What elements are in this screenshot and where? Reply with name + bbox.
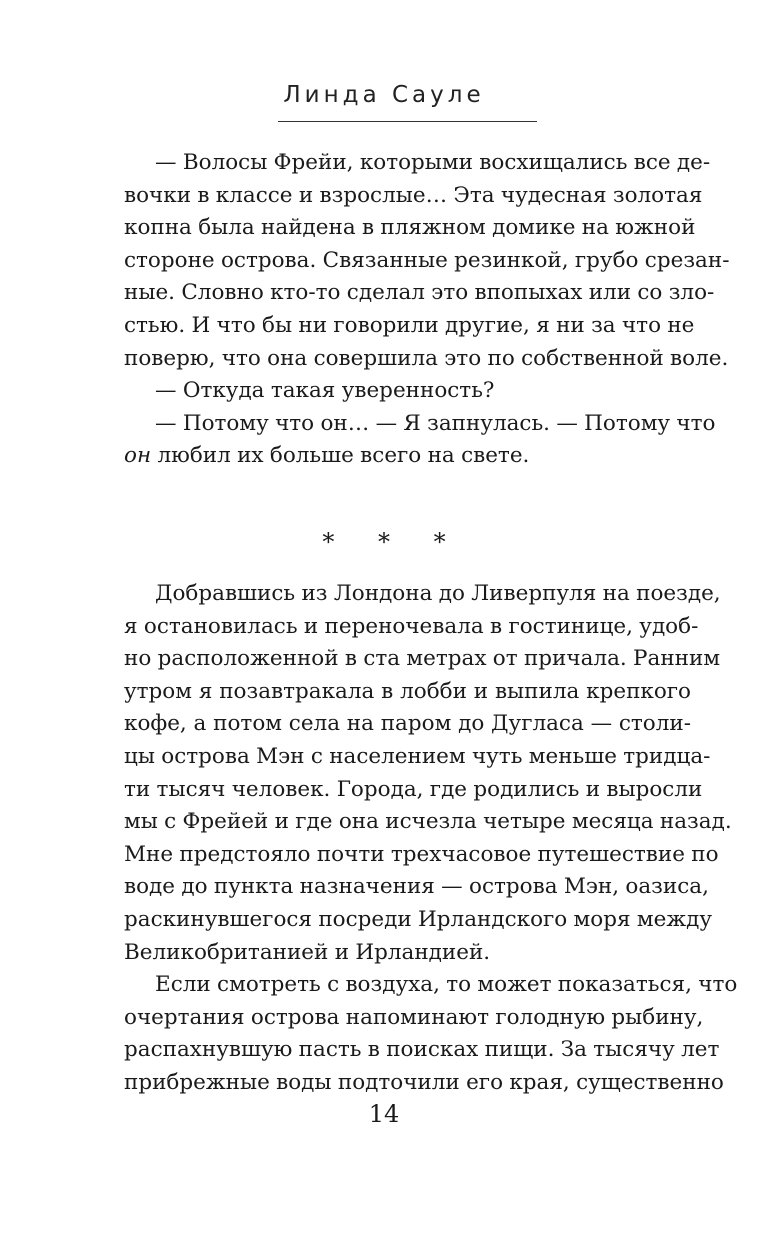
text-block-narrative bbox=[124, 578, 738, 1100]
text-line: воде до пункта назначения — острова Мэн, оазиса, bbox=[124, 874, 709, 900]
section-separator: * * * bbox=[322, 528, 464, 556]
italic-word: он bbox=[124, 443, 152, 469]
text-line: копна была найдена в пляжном домике на южной bbox=[124, 215, 696, 241]
text-line: раскинувшегося посреди Ирландского моря между bbox=[124, 906, 713, 932]
text-block-dialogue bbox=[124, 147, 730, 473]
text-line: стороне острова. Связанные резинкой, грубо срезан- bbox=[124, 247, 730, 273]
header-rule bbox=[278, 121, 537, 122]
page-number: 14 bbox=[368, 1100, 400, 1128]
text-line: утром я позавтракала в лобби и выпила крепкого bbox=[124, 678, 691, 704]
text-line-rest: любил их больше всего на свете. bbox=[151, 443, 530, 469]
text-line: кофе, а потом села на паром до Дугласа — столи- bbox=[124, 711, 691, 737]
text-line: поверю, что она совершила это по собственной воле. bbox=[124, 345, 729, 371]
text-line: ти тысяч человек. Города, где родились и выросли bbox=[124, 776, 703, 802]
text-line: — Потому что он… — Я запнулась. — Потому что bbox=[155, 410, 716, 436]
text-line: — Волосы Фрейи, которыми восхищались все де- bbox=[155, 150, 711, 175]
text-line: Если смотреть с воздуха, то может показаться, что bbox=[155, 972, 738, 998]
text-line: вочки в классе и взрослые… Эта чудесная золотая bbox=[124, 182, 703, 208]
text-line: Мне предстояло почти трехчасовое путешествие по bbox=[124, 841, 719, 867]
text-line-last bbox=[124, 440, 691, 473]
text-line: — Откуда такая уверенность? bbox=[155, 378, 495, 404]
text-line: очертания острова напоминают голодную рыбину, bbox=[124, 1004, 704, 1030]
text-line: но расположенной в ста метрах от причала. Ранним bbox=[124, 646, 721, 672]
text-line: стью. И что бы ни говорили другие, я ни за что не bbox=[124, 312, 695, 338]
text-line: я остановилась и переночевала в гостинице, удоб- bbox=[124, 613, 699, 639]
text-line: распахнувшую пасть в поисках пищи. За тысячу лет bbox=[124, 1037, 720, 1063]
text-line: мы с Фрейей и где она исчезла четыре месяца назад. bbox=[124, 809, 732, 835]
text-line: Добравшись из Лондона до Ливерпуля на поезде, bbox=[155, 581, 721, 606]
text-line: цы острова Мэн с населением чуть меньше тридца- bbox=[124, 743, 711, 769]
running-header-author: Линда Сауле bbox=[283, 82, 485, 108]
text-line: Великобританией и Ирландией. bbox=[124, 939, 491, 965]
text-line: прибрежные воды подточили его края, существенно bbox=[124, 1069, 724, 1095]
text-line: ные. Словно кто-то сделал это впопыхах или со зло- bbox=[124, 280, 715, 306]
